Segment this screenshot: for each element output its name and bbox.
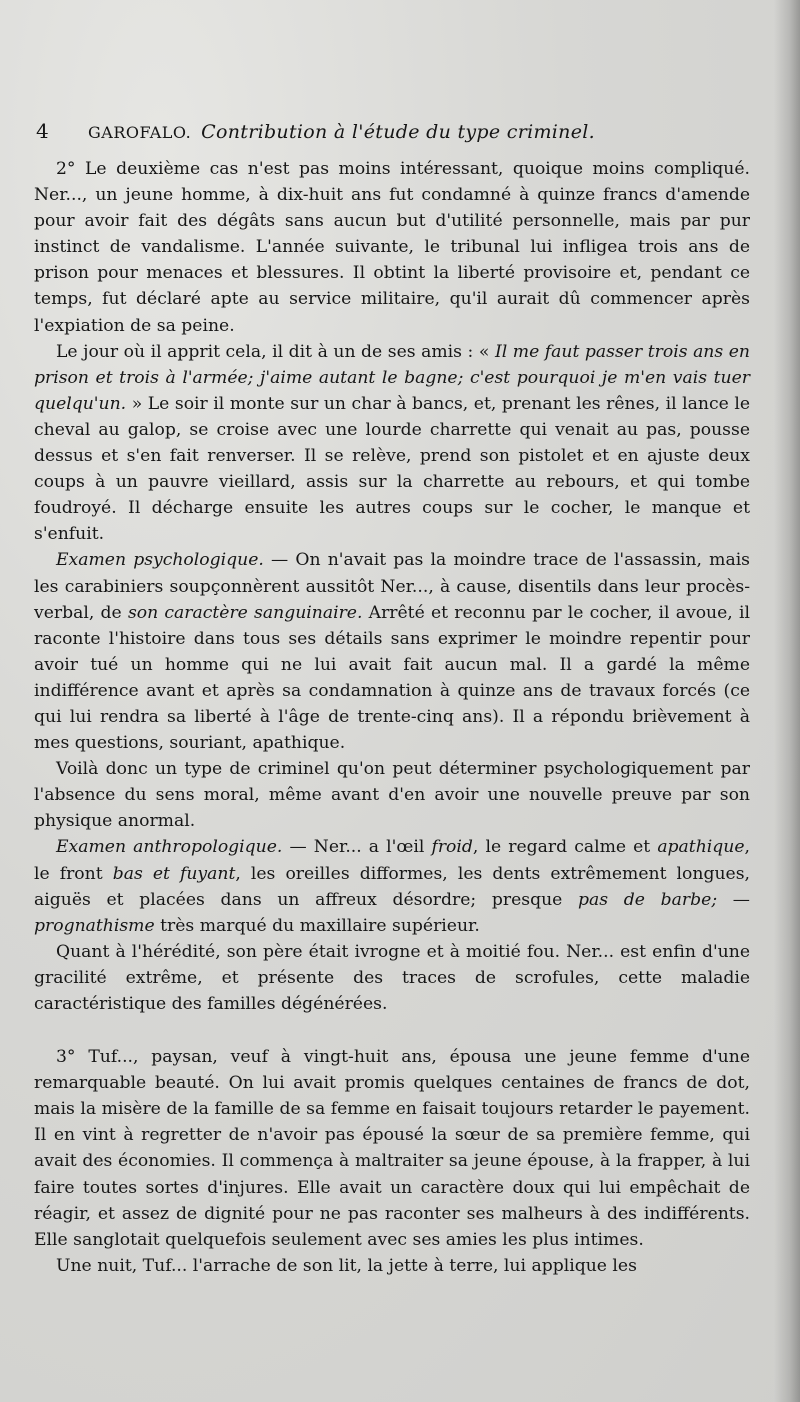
running-head-author: GAROFALO.: [88, 123, 192, 142]
text-run: Le jour où il apprit cela, il dit à un de ses amis : «: [56, 341, 495, 362]
text-run: — On n'avait pas la moindre trace de l'assassin, mais les carabiniers soupçonnèrent aussitôt Ner..., à cause, disentils dans leur procès-verbal, de: [34, 550, 751, 623]
text-run: Voilà donc un type de criminel qu'on peut déterminer psychologiquement par l'absence du sens moral, même avant d'en avoir une nouvelle preuve par son physique anormal.: [34, 759, 750, 832]
paragraph: [34, 834, 750, 938]
italic-text: son caractère sanguinaire.: [127, 602, 363, 623]
body-text: [34, 156, 750, 1279]
italic-text: Examen anthropologique.: [56, 837, 283, 858]
paragraph: [34, 756, 750, 834]
text-run: , le front: [34, 837, 750, 884]
text-run: , le regard calme et: [472, 837, 658, 858]
text-run: Arrêté et reconnu par le cocher, il avoue, il raconte l'histoire dans tous ses détails sans exprimer le moindre repentir pour avoir tué un homme qui ne lui avait fait aucun mal. Il a gardé la même indifférence avant et après sa condamnation à quinze ans de travaux forcés (ce qui lui rendra sa liberté à l'âge de trente-cinq ans). Il a répondu brièvement à mes questions, souriant, apathique.: [34, 602, 750, 754]
paragraph: [34, 1044, 750, 1253]
page-number: 4: [36, 119, 49, 143]
text-run: très marqué du maxillaire supérieur.: [154, 915, 480, 936]
page-edge-shadow: [774, 0, 800, 1402]
italic-text: apathique: [657, 837, 745, 858]
running-head: [34, 114, 750, 148]
paragraph: [34, 339, 750, 548]
text-run: » Le soir il monte sur un char à bancs, et, prenant les rênes, il lance le cheval au galop, se croise avec une lourde charrette qui venait au pas, pousse dessus et s'en fait renverser. Il se relève, prend son pistolet et en ajuste deux coups à un pauvre vieillard, assis sur la charrette au rebours, et qui tombe foudroyé. Il décharge ensuite les autres coups sur le cocher, le manque et s'enfuit.: [34, 393, 750, 545]
italic-text: bas et fuyant: [112, 863, 236, 884]
paragraph: [34, 939, 750, 1017]
italic-text: Il me faut passer trois ans en prison et trois à l'armée; j'aime autant le bagne; c'est pourquoi je m'en vais tuer quelqu'un.: [34, 341, 750, 414]
text-run: — Ner... a l'œil: [282, 837, 432, 858]
text-run: Quant à l'hérédité, son père était ivrogne et à moitié fou. Ner... est enfin d'une gracilité extrême, et présente des traces de scrofules, cette maladie caractéristique des familles dégénérées.: [34, 941, 750, 1014]
paragraph: [34, 156, 750, 339]
text-run: Une nuit, Tuf... l'arrache de son lit, la jette à terre, lui applique les: [56, 1255, 637, 1276]
paragraph: [34, 547, 750, 756]
text-run: 3° Tuf..., paysan, veuf à vingt-huit ans, épousa une jeune femme d'une remarquable beauté. On lui avait promis quelques centaines de francs de dot, mais la misère de la famille de sa femme en faisait toujours retarder le payement. Il en vint à regretter de n'avoir pas épousé la sœur de sa première femme, qui avait des économies. Il commença à maltraiter sa jeune épouse, à la frapper, à lui faire toutes sortes d'injures. Elle avait un caractère doux qui lui empêchait de réagir, et assez de dignité pour ne pas raconter ses malheurs à des indifférents. Elle sanglotait quelquefois seulement avec ses amies les plus intimes.: [34, 1047, 750, 1250]
italic-text: froid: [431, 837, 473, 858]
running-head-title: Contribution à l'étude du type criminel.: [201, 121, 595, 143]
text-run: , les oreilles difformes, les dents extrêmement longues, aiguës et placées dans un affreux désordre; presque: [34, 863, 750, 910]
paragraph: [34, 1253, 750, 1279]
italic-text: pas de barbe;: [578, 889, 718, 910]
book-page: [34, 114, 750, 1279]
italic-text: Examen psychologique.: [56, 550, 264, 571]
text-run: 2° Le deuxième cas n'est pas moins intéressant, quoique moins compliqué. Ner..., un jeune homme, à dix-huit ans fut condamné à quinze francs d'amende pour avoir fait des dégâts sans aucun but d'utilité personnelle, mais par pur instinct de vandalisme. L'année suivante, le tribunal lui infligea trois ans de prison pour menaces et blessures. Il obtint la liberté provisoire et, pendant ce temps, fut déclaré apte au service militaire, qu'il aurait dû commencer après l'expiation de sa peine.: [34, 159, 750, 336]
italic-text: prognathisme: [34, 915, 155, 936]
text-run: —: [717, 889, 750, 910]
